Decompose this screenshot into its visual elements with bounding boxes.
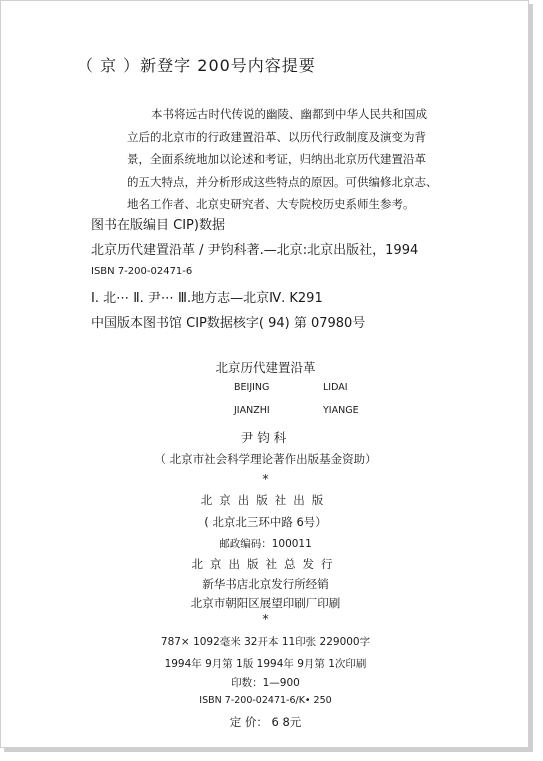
cip-check-number: 中国版本图书馆 CIP数据核字( 94) 第 07980号 (91, 316, 366, 331)
separator-star: * (262, 611, 269, 626)
funding-note: （ 北京市社会科学理论著作出版基金资助） (154, 452, 377, 466)
edition-info: 1994年 9月第 1版 1994年 9月第 1次印刷 (164, 658, 367, 670)
pinyin-lidai: LIDAI (323, 382, 348, 393)
registration-heading: （ 京 ）新登字 200号内容提要 (77, 56, 316, 75)
summary-line: 立后的北京市的行政建置沿革、以历代行政制度及演变为背 (127, 129, 426, 144)
seller: 新华书店北京发行所经销 (202, 577, 329, 591)
publisher: 北京出版社出版 (200, 493, 331, 507)
pinyin-beijing: BEIJING (234, 382, 270, 393)
postcode: 邮政编码：100011 (219, 538, 312, 550)
book-title: 北京历代建置沿革 (215, 360, 316, 375)
content-summary (127, 103, 477, 216)
print-run: 印数：1—900 (231, 677, 300, 689)
pinyin-yiange: YIANGE (323, 405, 359, 416)
cip-subjects: Ⅰ. 北⋯ Ⅱ. 尹⋯ Ⅲ.地方志—北京Ⅳ. K291 (91, 291, 323, 306)
cip-isbn: ISBN 7-200-02471-6 (91, 266, 193, 277)
distributor: 北京出版社总发行 (191, 557, 340, 571)
summary-line: 景，全面系统地加以论述和考证，归纳出北京历代建置沿革 (127, 152, 426, 166)
cip-record: 北京历代建置沿革 / 尹钧科著.—北京:北京出版社，1994 (91, 243, 419, 258)
pinyin-jianzhi: JIANZHI (234, 405, 270, 416)
separator-star: * (262, 471, 269, 486)
author-name: 尹钧科 (240, 430, 291, 445)
publisher-address: ( 北京北三环中路 6号） (204, 515, 327, 529)
summary-line: 地名工作者、北京史研究者、大专院校历史系师生参考。 (127, 197, 415, 211)
summary-line: 本书将远古时代传说的幽陵、幽都到中华人民共和国成 (151, 107, 427, 121)
printer: 北京市朝阳区展望印刷厂印刷 (190, 596, 341, 610)
price: 定 价： 6 8元 (229, 715, 302, 729)
summary-line: 的五大特点，并分析形成这些特点的原因。可供编修北京志、 (127, 174, 438, 189)
isbn-full: ISBN 7-200-02471-6/K• 250 (199, 695, 332, 706)
cip-title: 图书在版编目 CIP)数据 (91, 218, 225, 233)
book-format: 787× 1092毫米 32开本 11印张 229000字 (160, 636, 371, 648)
